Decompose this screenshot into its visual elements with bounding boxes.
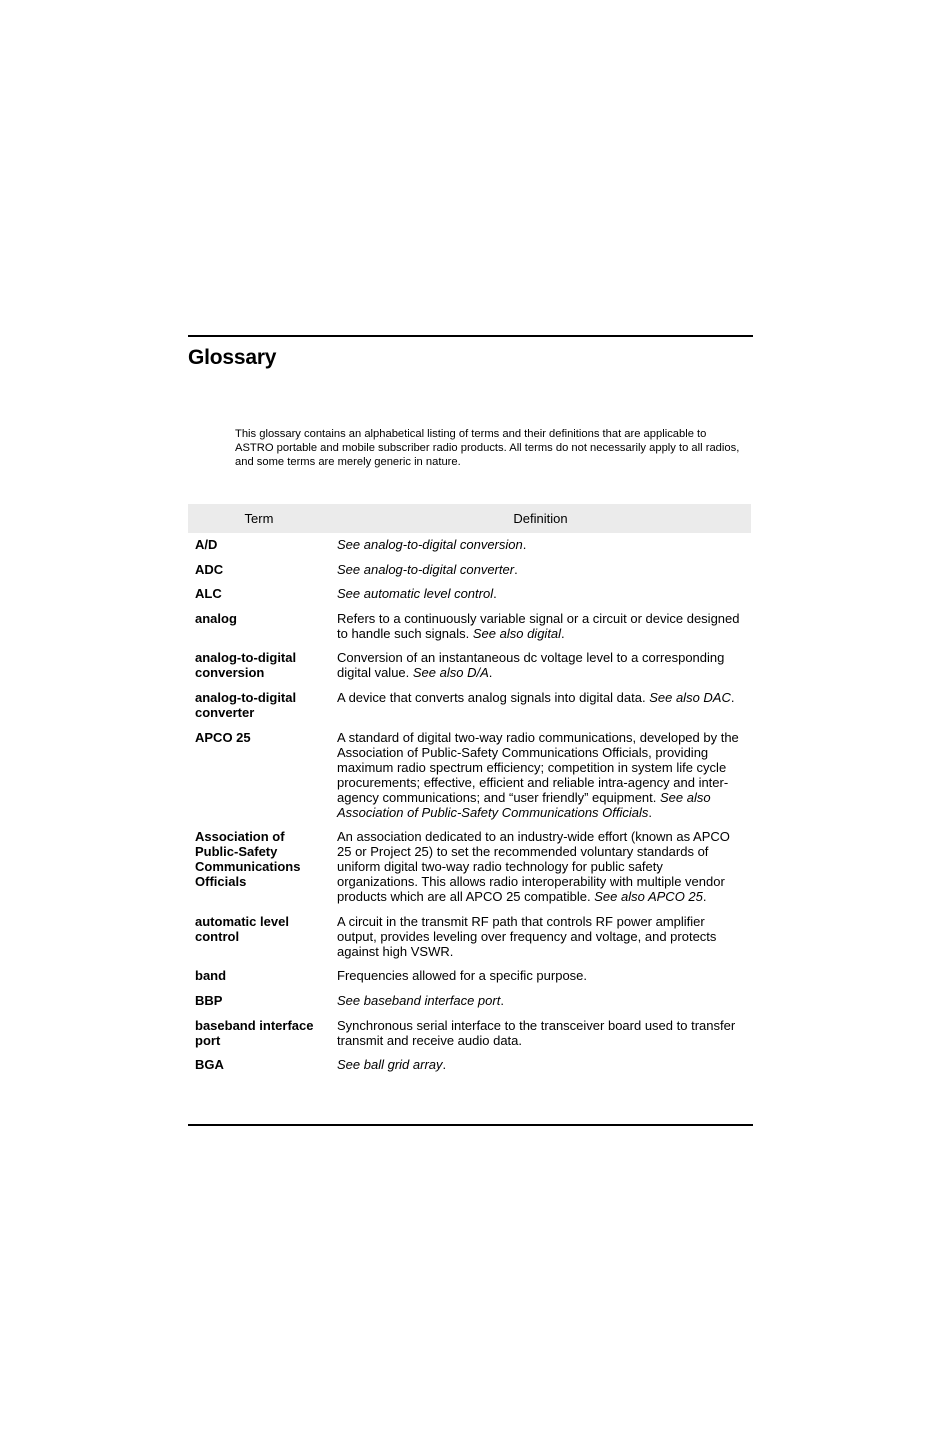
glossary-term: analog: [195, 610, 237, 626]
definition-text: A circuit in the transmit RF path that controls RF power amplifier output, provides leveling over frequency and voltage, and protects against high VSWR.: [337, 913, 717, 959]
glossary-definition: [330, 730, 751, 830]
glossary-term: automatic level control: [195, 913, 289, 944]
glossary-table: [188, 504, 751, 1082]
glossary-term: Association of Public-Safety Communications Officials: [195, 829, 301, 890]
glossary-definition: [330, 993, 751, 1018]
top-rule: [188, 335, 753, 337]
glossary-definition: [330, 968, 751, 993]
intro-paragraph: This glossary contains an alphabetical listing of terms and their definitions that are applicable to ASTRO portable and mobile subscriber radio products. All terms do not necessarily apply to all radios, and some terms are merely generic in nature.: [235, 428, 740, 468]
table-header-row: [188, 504, 751, 533]
table-row: [188, 968, 751, 993]
see-reference: See analog-to-digital conversion: [337, 537, 523, 552]
see-reference: See baseband interface port: [337, 992, 501, 1008]
glossary-term: analog-to-digital conversion: [195, 650, 297, 681]
glossary-term: BGA: [195, 1057, 224, 1073]
page-title: Glossary: [188, 346, 277, 369]
table-row: [188, 1057, 751, 1082]
definition-text: Frequencies allowed for a specific purpose.: [337, 968, 588, 984]
definition-tail: .: [488, 665, 493, 681]
glossary-body: [188, 533, 751, 1082]
table-row: [188, 586, 751, 611]
glossary-definition: [330, 562, 751, 587]
see-reference: See ball grid array: [337, 1057, 443, 1073]
definition-text: Synchronous serial interface to the transceiver board used to transfer transmit and receive audio data.: [337, 1017, 736, 1048]
glossary-definition: [330, 611, 751, 651]
glossary-definition: [330, 586, 751, 611]
glossary-definition: [330, 650, 751, 690]
table-row: [188, 829, 751, 914]
table-row: [188, 562, 751, 587]
table-row: [188, 1018, 751, 1058]
definition-text: A standard of digital two-way radio communications, developed by the Association of Public-Safety Communications Officials, providing maximum radio spectrum efficiency; competition in system life cycle procurements; effective, efficient and reliable intra-agency and inter-agency communications; and “user friendly” equipment.: [337, 729, 739, 805]
see-reference: See also APCO 25: [594, 889, 703, 905]
glossary-term: APCO 25: [195, 729, 251, 745]
definition-text: An association dedicated to an industry-wide effort (known as APCO 25 or Project 25) to set the recommended voluntary standards of uniform digital two-way radio technology for public safety organizations. This allows radio interoperability with multiple vendor products which are all APCO 25 compatible.: [337, 829, 730, 905]
definition-tail: .: [514, 561, 518, 577]
glossary-definition: [330, 829, 751, 914]
definition-tail: .: [730, 689, 735, 705]
term-column-header: Term: [188, 504, 330, 533]
glossary-definition: [330, 533, 751, 562]
glossary-term: baseband interface port: [195, 1017, 314, 1048]
table-row: [188, 993, 751, 1018]
see-reference: See automatic level control: [337, 586, 494, 602]
glossary-definition: [330, 1018, 751, 1058]
definition-text: Refers to a continuously variable signal or a circuit or device designed to handle such signals.: [337, 610, 740, 641]
glossary-term: ALC: [195, 586, 222, 602]
definition-tail: .: [648, 804, 653, 820]
see-reference: See also digital: [472, 625, 562, 641]
bottom-rule: [188, 1124, 753, 1126]
definition-tail: .: [442, 1057, 447, 1073]
glossary-term: BBP: [195, 992, 223, 1008]
table-row: [188, 730, 751, 830]
see-reference: See analog-to-digital converter: [337, 561, 515, 577]
see-reference: See also DAC: [649, 689, 731, 705]
table-row: [188, 611, 751, 651]
table-row: [188, 533, 751, 562]
definition-tail: .: [702, 889, 707, 905]
definition-tail: .: [522, 537, 527, 552]
table-row: [188, 914, 751, 969]
definition-tail: .: [493, 586, 497, 602]
glossary-term: A/D: [195, 537, 218, 552]
definition-column-header: Definition: [330, 504, 751, 533]
glossary-definition: [330, 690, 751, 730]
see-reference: See also D/A: [412, 665, 489, 681]
glossary-definition: [330, 1057, 751, 1082]
see-reference: See also Association of Public-Safety Communications Officials: [337, 789, 711, 820]
table-row: [188, 690, 751, 730]
table-row: [188, 650, 751, 690]
glossary-term: ADC: [195, 561, 224, 577]
definition-tail: .: [500, 992, 504, 1008]
definition-text: Conversion of an instantaneous dc voltage level to a corresponding digital value.: [337, 650, 725, 681]
definition-text: A device that converts analog signals into digital data.: [337, 689, 650, 705]
definition-tail: .: [561, 625, 565, 641]
glossary-term: analog-to-digital converter: [195, 689, 297, 720]
glossary-definition: [330, 914, 751, 969]
glossary-term: band: [195, 968, 227, 984]
